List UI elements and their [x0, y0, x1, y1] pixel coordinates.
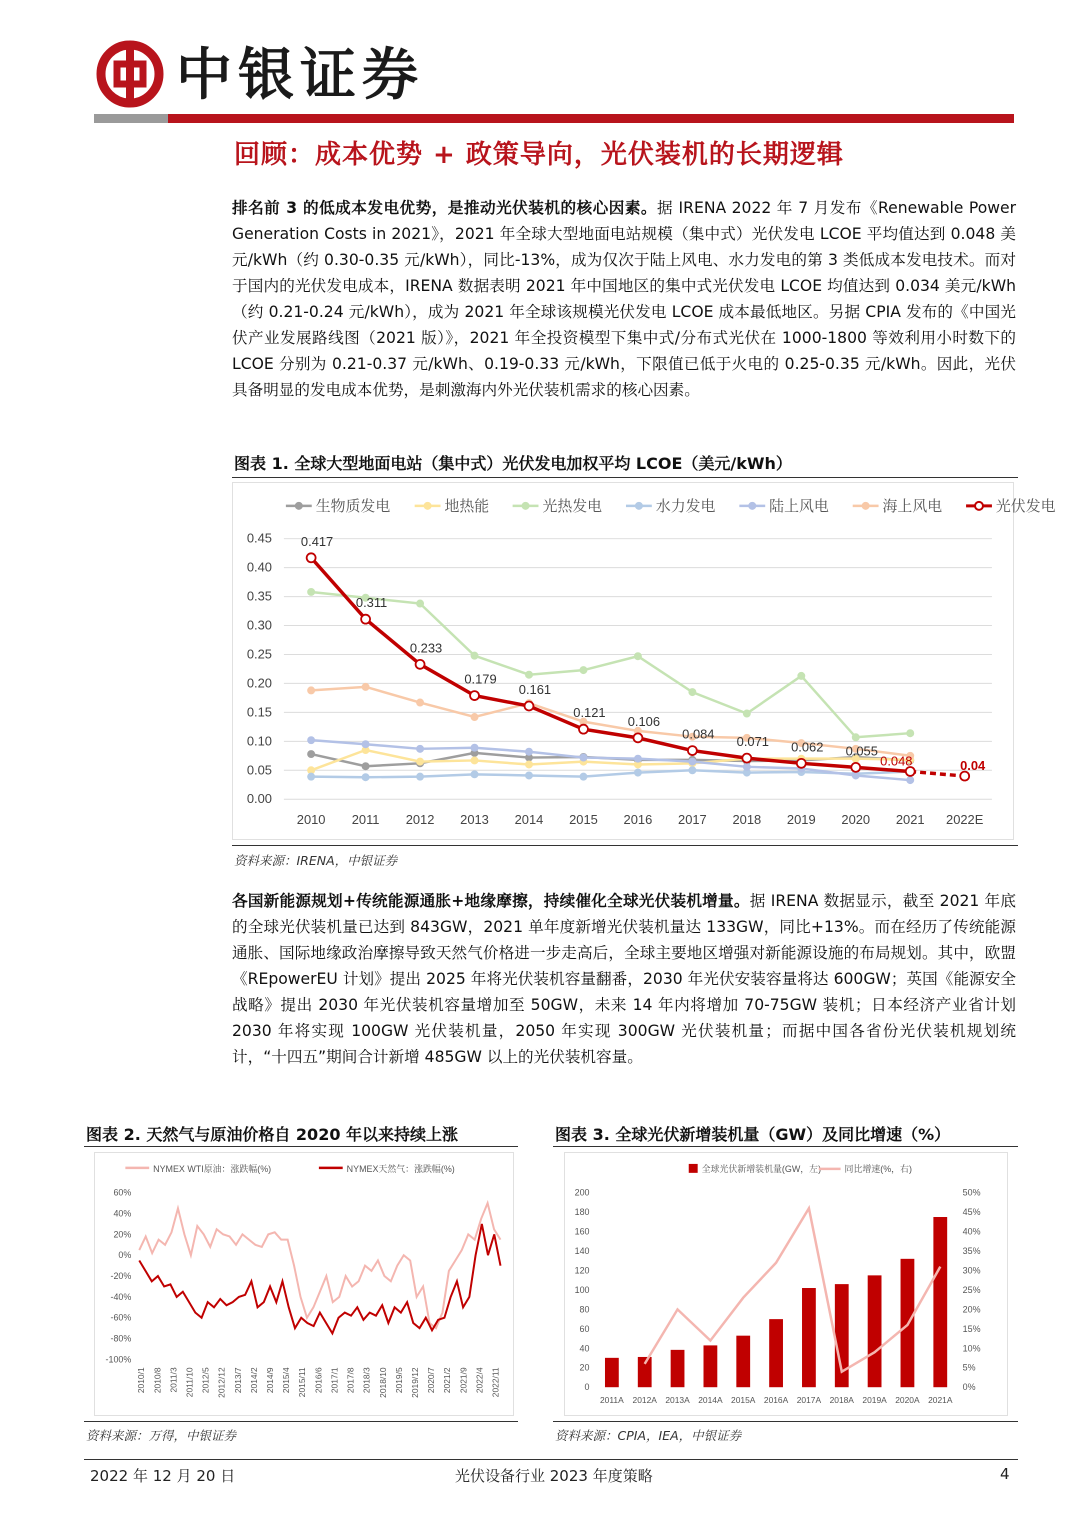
y-tick-label: 40%	[113, 1208, 132, 1219]
y2-tick-label: 10%	[962, 1343, 981, 1354]
data-point	[471, 757, 478, 764]
x-tick-label: 2018/3	[361, 1367, 372, 1394]
y-tick-label: 60%	[113, 1187, 132, 1198]
y-tick-label: 0.15	[246, 704, 272, 720]
data-point	[471, 744, 478, 751]
y-tick-label: 120	[574, 1265, 590, 1276]
legend-marker	[424, 502, 431, 509]
legend-label: NYMEX WTI原油：涨跌幅(%)	[153, 1163, 272, 1174]
y-tick-label: 60	[579, 1323, 590, 1334]
bar	[769, 1319, 783, 1387]
bar	[736, 1336, 750, 1388]
figure-3-bottom-rule	[553, 1421, 1018, 1422]
x-tick-label: 2022E	[946, 812, 984, 828]
data-point	[361, 615, 370, 624]
x-tick-label: 2018A	[829, 1395, 854, 1406]
y-tick-label: 0.40	[246, 559, 272, 575]
data-point	[689, 767, 696, 774]
data-point	[362, 683, 369, 690]
y-tick-label: 160	[574, 1226, 590, 1237]
figure-1-source: 资料来源：IRENA，中银证券	[234, 853, 398, 868]
data-point	[526, 761, 533, 768]
footer-page-number: 4	[1000, 1465, 1010, 1483]
x-tick-label: 2011/3	[168, 1367, 179, 1393]
x-tick-label: 2015	[569, 812, 598, 828]
y-tick-label: 0.25	[246, 646, 272, 662]
y-tick-label: 80	[579, 1304, 590, 1315]
data-point	[633, 733, 642, 742]
data-point	[417, 745, 424, 752]
data-label: 0.106	[627, 713, 661, 729]
x-tick-label: 2022/4	[474, 1367, 485, 1394]
y-tick-label: 20	[579, 1362, 590, 1373]
legend-marker	[522, 502, 529, 509]
data-point	[526, 671, 533, 678]
oil-gas-price-chart	[94, 1152, 514, 1416]
y-tick-label: -40%	[110, 1291, 132, 1302]
y-tick-label: 0.30	[246, 617, 272, 633]
data-label: 0.048	[880, 753, 913, 769]
x-tick-label: 2012A	[632, 1395, 657, 1406]
data-point	[526, 772, 533, 779]
data-point	[689, 758, 696, 765]
data-point	[308, 687, 315, 694]
brand-name: 中银证券	[176, 42, 424, 108]
data-point	[743, 710, 750, 717]
figure-1-bottom-rule	[232, 845, 1018, 846]
x-tick-label: 2014/2	[248, 1367, 259, 1394]
data-point	[743, 763, 750, 770]
header-rule	[94, 114, 1014, 123]
legend-marker	[295, 502, 302, 509]
x-tick-label: 2021/2	[442, 1367, 453, 1394]
figure-2-bottom-rule	[84, 1421, 518, 1422]
data-point	[689, 689, 696, 696]
legend-marker	[975, 502, 983, 510]
x-tick-label: 2014A	[698, 1395, 723, 1406]
data-point	[580, 773, 587, 780]
legend-label: 陆上风电	[769, 498, 829, 515]
data-label: 0.055	[845, 743, 878, 759]
x-tick-label: 2013A	[665, 1395, 690, 1406]
x-tick-label: 2017/1	[329, 1367, 340, 1394]
y2-tick-label: 5%	[962, 1362, 976, 1373]
figure-2-source: 资料来源：万得，中银证券	[86, 1428, 237, 1443]
y2-tick-label: 25%	[962, 1284, 981, 1295]
paragraph-1-body: 据 IRENA 2022 年 7 月发布《Renewable Power Generation Costs in 2021》，2021 年全球大型地面电站规模（集中式）光伏发电 LCOE 平均值达到 0.048 美元/kWh（约 0.30-0.35 元/kWh），同比-13%，成为仅次于陆上风电、水力发电的第 3 类低成本发电技术。而对于国内的光伏发电成本，IRENA 数据表明 2021 年中国地区的集中式光伏发电 LCOE 均值达到 0.034 美元/kWh（约 0.21-0.24 元/kWh），成为 2021 年全球该规模光伏发电 LCOE 成本最低地区。另据 CPIA 发布的《中国光伏产业发展路线图（2021 版）》，2021 年全投资模型下集中式/分布式光伏在 1000-1800 等效利用小时数下的 LCOE 分别为 0.21-0.37 元/kWh、0.19-0.33 元/kWh，下限值已低于火电的 0.25-0.35 元/kWh。因此，光伏具备明显的发电成本优势，是刺激海内外光伏装机需求的核心因素。	[232, 199, 1016, 399]
figure-3-source: 资料来源：CPIA，IEA，中银证券	[555, 1428, 742, 1443]
x-tick-label: 2021/9	[458, 1367, 469, 1394]
x-tick-label: 2015/4	[281, 1367, 292, 1394]
x-tick-label: 2013/7	[232, 1367, 243, 1394]
data-label: 0.311	[355, 595, 388, 611]
data-point	[308, 737, 315, 744]
y-tick-label: 40	[579, 1343, 590, 1354]
y-tick-label: 140	[574, 1246, 590, 1257]
data-point	[852, 734, 859, 741]
y-tick-label: 20%	[113, 1229, 132, 1240]
y-tick-label: 180	[574, 1207, 590, 1218]
pv-installation-chart	[564, 1152, 1008, 1416]
data-label: 0.179	[464, 671, 497, 687]
data-point	[634, 769, 641, 776]
x-tick-label: 2018	[732, 812, 762, 828]
y-tick-label: 0%	[118, 1250, 132, 1261]
x-tick-label: 2010/8	[152, 1367, 163, 1394]
data-label: 0.071	[736, 734, 769, 750]
data-point	[852, 772, 859, 779]
data-point	[308, 588, 315, 595]
bar	[933, 1217, 947, 1387]
data-label: 0.084	[682, 726, 715, 742]
x-tick-label: 2018/10	[377, 1367, 388, 1398]
x-tick-label: 2015/11	[297, 1367, 308, 1398]
paragraph-2-lead: 各国新能源规划+传统能源通胀+地缘摩擦，持续催化全球光伏装机增量。	[232, 892, 750, 910]
legend-label: 光热发电	[542, 498, 603, 515]
data-label: 0.161	[518, 682, 552, 698]
y-tick-label: -80%	[110, 1333, 132, 1344]
x-tick-label: 2016/6	[313, 1367, 324, 1394]
legend-marker	[749, 502, 756, 509]
data-point	[580, 667, 587, 674]
x-tick-label: 2010	[296, 812, 326, 828]
y2-tick-label: 0%	[962, 1382, 976, 1393]
legend-label: NYMEX天然气：涨跌幅(%)	[346, 1163, 455, 1174]
bar	[868, 1275, 882, 1387]
x-tick-label: 2022/11	[490, 1367, 501, 1398]
y-tick-label: -60%	[110, 1312, 132, 1323]
data-point	[362, 774, 369, 781]
y2-tick-label: 30%	[962, 1265, 981, 1276]
bar	[802, 1288, 816, 1387]
x-tick-label: 2020/7	[426, 1367, 437, 1394]
series-line-forecast	[910, 771, 964, 776]
data-point	[797, 759, 806, 768]
y2-tick-label: 20%	[962, 1304, 981, 1315]
data-point	[907, 730, 914, 737]
data-point	[798, 672, 805, 679]
x-tick-label: 2020A	[895, 1395, 920, 1406]
legend-marker	[689, 1164, 698, 1173]
legend-marker	[635, 502, 642, 509]
legend-marker	[862, 502, 869, 509]
x-tick-label: 2021	[895, 812, 925, 828]
x-tick-label: 2012	[405, 812, 435, 828]
y2-tick-label: 45%	[962, 1207, 981, 1218]
bar	[671, 1350, 685, 1387]
legend-label: 全球光伏新增装机量(GW，左)	[701, 1163, 822, 1174]
data-point	[362, 741, 369, 748]
data-point	[634, 653, 641, 660]
figure-3-title: 图表 3. 全球光伏新增装机量（GW）及同比增速（%）	[555, 1125, 951, 1144]
y-tick-label: 0.20	[246, 675, 272, 691]
x-tick-label: 2011A	[600, 1395, 624, 1406]
x-tick-label: 2021A	[928, 1395, 953, 1406]
legend-label: 地热能	[444, 498, 490, 515]
y2-tick-label: 15%	[962, 1323, 981, 1334]
x-tick-label: 2011/10	[184, 1367, 195, 1398]
data-point	[688, 746, 697, 755]
data-point	[525, 702, 534, 711]
legend-label: 光伏发电	[995, 498, 1056, 515]
x-tick-label: 2017/8	[345, 1367, 356, 1394]
x-tick-label: 2015A	[731, 1395, 756, 1406]
figure-1-title: 图表 1. 全球大型地面电站（集中式）光伏发电加权平均 LCOE（美元/kWh）	[234, 454, 792, 473]
data-point	[307, 553, 316, 562]
figure-2-title: 图表 2. 天然气与原油价格自 2020 年以来持续上涨	[86, 1125, 459, 1144]
data-label: 0.04	[960, 758, 986, 774]
data-point	[308, 773, 315, 780]
x-tick-label: 2019/12	[409, 1367, 420, 1398]
footer-rule	[84, 1459, 1018, 1460]
footer-report-title: 光伏设备行业 2023 年度策略	[455, 1467, 653, 1485]
legend-label: 海上风电	[882, 498, 943, 515]
paragraph-2	[232, 888, 1016, 1070]
x-tick-label: 2019/5	[393, 1367, 404, 1394]
y-tick-label: 0	[584, 1382, 590, 1393]
data-point	[742, 754, 751, 763]
figure-3-top-rule	[553, 1146, 1018, 1147]
legend-label: 水力发电	[655, 498, 716, 515]
legend-label: 生物质发电	[315, 498, 391, 515]
x-tick-label: 2019	[786, 812, 816, 828]
data-point	[417, 773, 424, 780]
data-point	[470, 691, 479, 700]
x-tick-label: 2016	[623, 812, 653, 828]
data-point	[417, 699, 424, 706]
y-tick-label: -20%	[110, 1271, 132, 1282]
y-tick-label: -100%	[105, 1354, 132, 1365]
x-tick-label: 2014	[514, 812, 544, 828]
x-tick-label: 2019A	[862, 1395, 887, 1406]
data-point	[308, 751, 315, 758]
data-point	[579, 725, 588, 734]
data-point	[580, 754, 587, 761]
bar	[703, 1345, 717, 1387]
x-tick-label: 2012/12	[216, 1367, 227, 1398]
y-tick-label: 200	[574, 1187, 590, 1198]
data-label: 0.062	[791, 739, 824, 755]
x-tick-label: 2011	[351, 812, 380, 828]
x-tick-label: 2013	[460, 812, 489, 828]
paragraph-2-body: 据 IRENA 数据显示，截至 2021 年底的全球光伏装机量已达到 843GW，2021 单年度新增光伏装机量达 133GW，同比+13%。而在经历了传统能源通胀、国际地缘政治摩擦导致天然气价格进一步走高后，全球主要地区增强对新能源设施的布局规划。其中，欧盟《REpowerEU 计划》提出 2025 年将光伏装机容量翻番，2030 年光伏安装容量将达 600GW；英国《能源安全战略》提出 2030 年光伏装机容量增加至 50GW，未来 14 年内将增加 70-75GW 装机；日本经济产业省计划 2030 年将实现 100GW 光伏装机量，2050 年实现 300GW 光伏装机量；而据中国各省份光伏装机规划统计，“十四五”期间合计新增 485GW 以上的光伏装机容量。	[232, 892, 1016, 1066]
data-point	[417, 600, 424, 607]
x-tick-label: 2014/9	[265, 1367, 276, 1394]
data-label: 0.121	[573, 705, 606, 721]
x-tick-label: 2016A	[763, 1395, 789, 1406]
paragraph-1	[232, 195, 1016, 403]
paragraph-1-lead: 排名前 3 的低成本发电优势，是推动光伏装机的核心因素。	[232, 199, 657, 217]
lcoe-line-chart	[232, 482, 1056, 840]
data-point	[471, 771, 478, 778]
bar	[605, 1358, 619, 1387]
x-tick-label: 2017	[678, 812, 707, 828]
section-title: 回顾：成本优势 + 政策导向，光伏装机的长期逻辑	[234, 140, 844, 170]
data-point	[471, 652, 478, 659]
x-tick-label: 2017A	[796, 1395, 822, 1406]
y2-tick-label: 40%	[962, 1226, 981, 1237]
data-label: 0.417	[300, 533, 334, 549]
data-point	[907, 777, 914, 784]
y2-tick-label: 35%	[962, 1246, 981, 1257]
data-point	[471, 714, 478, 721]
data-point	[851, 763, 860, 772]
y2-tick-label: 50%	[962, 1187, 981, 1198]
y-tick-label: 0.35	[246, 588, 272, 604]
data-point	[417, 758, 424, 765]
data-point	[634, 755, 641, 762]
data-label: 0.233	[409, 640, 443, 656]
footer-date: 2022 年 12 月 20 日	[90, 1467, 236, 1485]
data-point	[416, 660, 425, 669]
y-tick-label: 0.05	[246, 762, 272, 778]
y-tick-label: 0.00	[246, 791, 272, 807]
series-line	[311, 592, 910, 737]
data-point	[362, 763, 369, 770]
series-line	[645, 1208, 941, 1371]
data-point	[526, 748, 533, 755]
bank-of-china-logo	[96, 40, 164, 108]
figure-2-top-rule	[84, 1146, 518, 1147]
figure-1-top-rule	[232, 477, 1018, 478]
y-tick-label: 100	[574, 1284, 590, 1295]
legend-label: 同比增速(%，右)	[844, 1163, 912, 1174]
x-tick-label: 2010/1	[136, 1367, 147, 1394]
x-tick-label: 2020	[841, 812, 871, 828]
x-tick-label: 2012/5	[200, 1367, 211, 1394]
y-tick-label: 0.10	[246, 733, 272, 749]
y-tick-label: 0.45	[246, 530, 272, 546]
